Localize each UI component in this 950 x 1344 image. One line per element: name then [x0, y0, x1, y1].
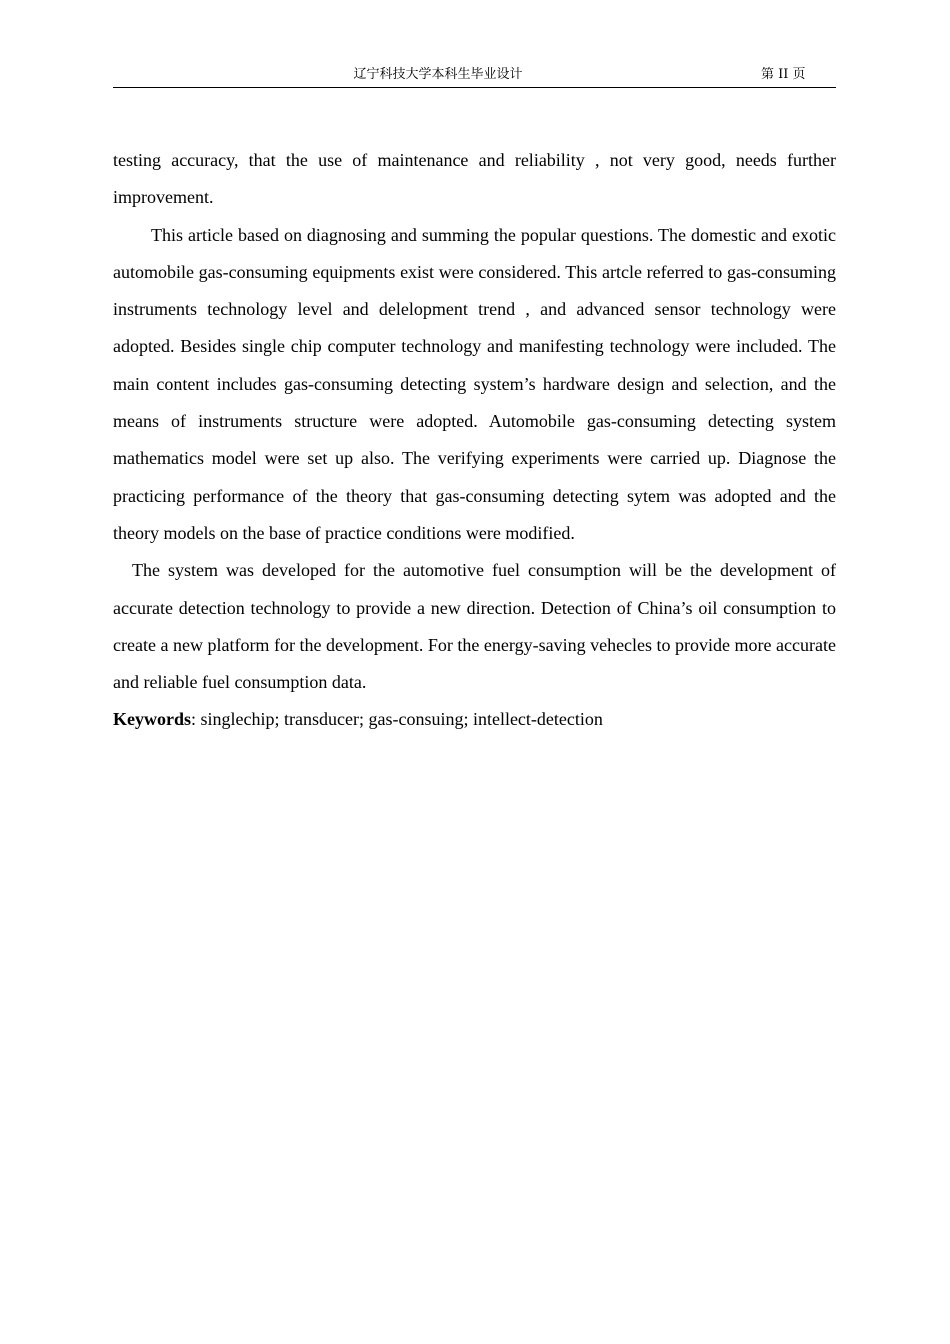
- paragraph-1: testing accuracy, that the use of maintenance and reliability , not very good, needs further improvement.: [113, 150, 836, 208]
- keywords-separator: :: [191, 709, 201, 730]
- keywords-label: Keywords: [113, 709, 191, 730]
- page-header: [113, 66, 836, 88]
- keywords-text: singlechip; transducer; gas-consuing; intellect-detection: [200, 709, 603, 730]
- header-page-number: 第 II 页: [761, 67, 806, 82]
- header-title: 辽宁科技大学本科生毕业设计: [353, 67, 523, 82]
- paragraph-2: This article based on diagnosing and summing the popular questions. The domestic and exotic automobile gas-consuming equipments exist were considered. This artcle referred to gas-consuming instruments technology level and delelopment trend , and advanced sensor technology were adopted. Besides single chip computer technology and manifesting technology were included. The main content includes gas-consuming detecting system’s hardware design and selection, and the means of instruments structure were adopted. Automobile gas-consuming detecting system mathematics model were set up also. The verifying experiments were carried up. Diagnose the practicing performance of the theory that gas-consuming detecting sytem was adopted and the theory models on the base of practice conditions were modified.: [113, 224, 836, 543]
- keywords-line: [113, 701, 836, 737]
- abstract-body: [113, 142, 836, 737]
- paragraph-3: The system was developed for the automotive fuel consumption will be the development of accurate detection technology to provide a new direction. Detection of China’s oil consumption to create a new platform for the development. For the energy-saving vehecles to provide more accurate and reliable fuel consumption data.: [113, 560, 836, 693]
